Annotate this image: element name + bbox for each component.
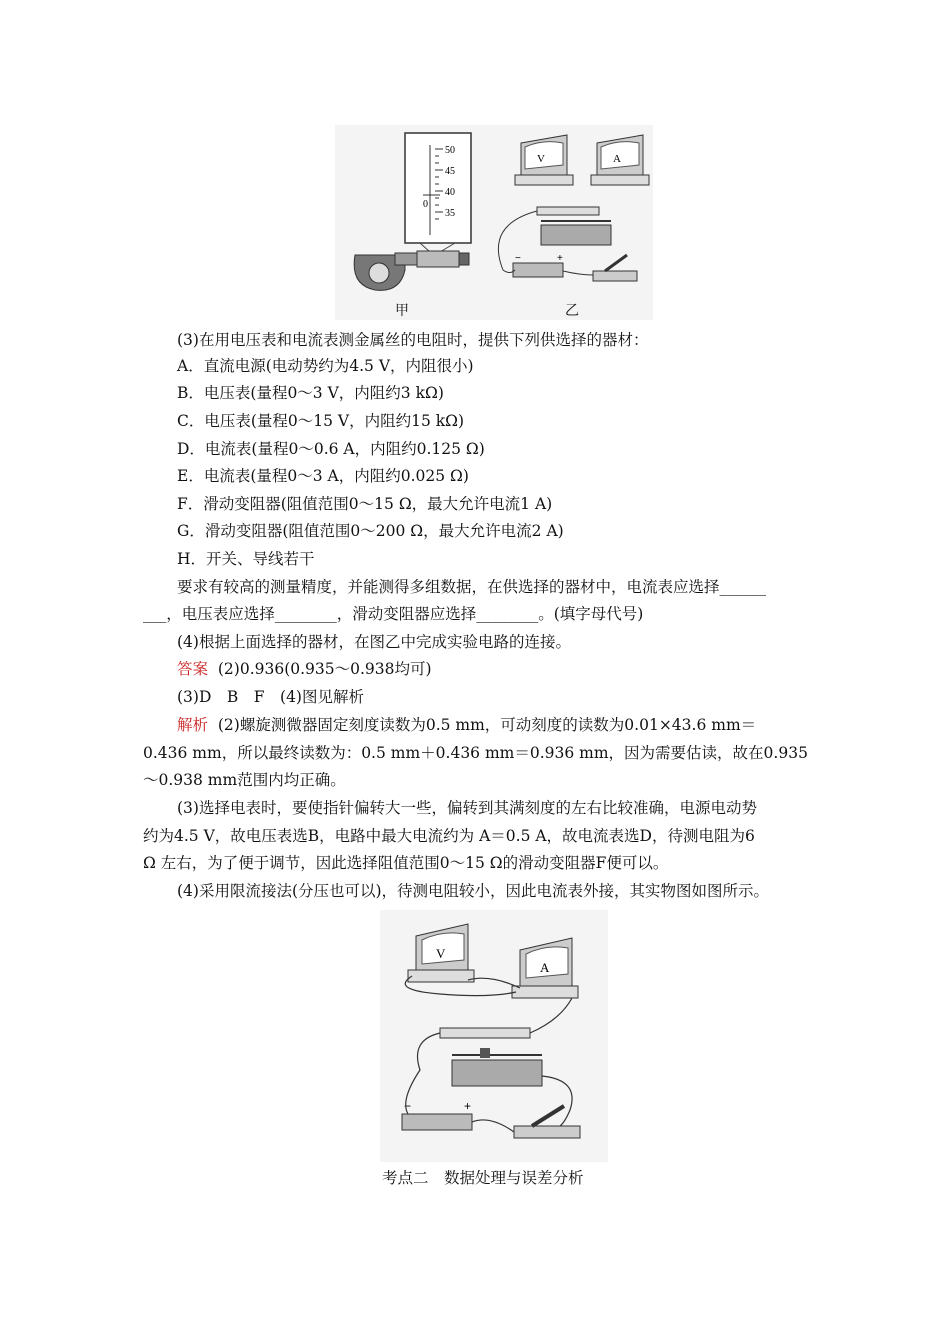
- svg-text:V: V: [436, 946, 446, 961]
- svg-text:V: V: [537, 153, 545, 165]
- svg-text:+: +: [557, 253, 563, 264]
- figure2-svg: [380, 910, 608, 1162]
- option-b: B．电压表(量程0～3 V，内阻约3 kΩ): [177, 384, 444, 402]
- svg-text:−: −: [404, 1099, 412, 1113]
- section-title: 考点二 数据处理与误差分析: [382, 1169, 584, 1187]
- figure-circuit-solution: [380, 910, 608, 1162]
- option-h: H．开关、导线若干: [177, 550, 315, 568]
- metal-wire-board: [440, 1028, 530, 1038]
- analysis-p1-line3: ～0.938 mm范围内均正确。: [143, 771, 346, 789]
- answer-label: 答案: [177, 660, 209, 678]
- option-e: E．电流表(量程0～3 A，内阻约0.025 Ω): [177, 467, 469, 485]
- svg-text:+: +: [464, 1099, 472, 1113]
- analysis-p1-line1: (2)螺旋测微器固定刻度读数为0.5 mm，可动刻度的读数为0.01×43.6 mm＝: [217, 716, 757, 734]
- analysis-p2-line2: 约为4.5 V，故电压表选B，电路中最大电流约为 A＝0.5 A，故电流表选D，待测电阻为6: [143, 827, 755, 845]
- option-a: A．直流电源(电动势约为4.5 V，内阻很小): [177, 357, 474, 375]
- option-d: D．电流表(量程0～0.6 A，内阻约0.125 Ω): [177, 440, 485, 458]
- voltmeter-icon: [515, 135, 573, 185]
- option-c: C．电压表(量程0～15 V，内阻约15 kΩ): [177, 412, 465, 430]
- option-g: G．滑动变阻器(阻值范围0～200 Ω，最大允许电流2 A): [177, 522, 564, 540]
- requirement-line-1: 要求有较高的测量精度，并能测得多组数据，在供选择的器材中，电流表应选择______: [177, 578, 767, 596]
- scale-35: 35: [445, 208, 455, 219]
- analysis-label: 解析: [177, 716, 209, 734]
- figure1-svg: [335, 125, 653, 320]
- figure1-label-left: 甲: [395, 303, 409, 319]
- figure1-label-right: 乙: [565, 303, 579, 319]
- requirement-line-2: ___，电压表应选择________，滑动变阻器应选择________。(填字母代号): [143, 605, 644, 623]
- option-f: F．滑动变阻器(阻值范围0～15 Ω，最大允许电流1 A): [177, 495, 553, 513]
- analysis-p3: (4)采用限流接法(分压也可以)，待测电阻较小，因此电流表外接，其实物图如图所示。: [177, 882, 770, 900]
- ammeter-icon: [591, 135, 649, 185]
- analysis-p2-line3: Ω 左右，为了便于调节，因此选择阻值范围0～15 Ω的滑动变阻器F便可以。: [143, 854, 669, 872]
- scale-50: 50: [445, 145, 455, 156]
- scale-45: 45: [445, 166, 455, 177]
- figure-micrometer-and-circuit: [335, 125, 653, 320]
- analysis-p2-line1: (3)选择电表时，要使指针偏转大一些，偏转到其满刻度的左右比较准确，电源电动势: [177, 799, 757, 817]
- svg-text:A: A: [613, 153, 621, 165]
- answer-line-1: (2)0.936(0.935～0.938均可): [217, 660, 432, 678]
- svg-text:A: A: [540, 960, 550, 975]
- answer-line-2: (3)D B F (4)图见解析: [177, 688, 364, 706]
- svg-text:−: −: [515, 253, 521, 264]
- q4-text: (4)根据上面选择的器材，在图乙中完成实验电路的连接。: [177, 633, 571, 651]
- q3-intro: (3)在用电压表和电流表测金属丝的电阻时，提供下列供选择的器材：: [177, 331, 649, 349]
- scale-40: 40: [445, 187, 455, 198]
- scale-0: 0: [423, 199, 428, 210]
- analysis-p1-line2: 0.436 mm，所以最终读数为：0.5 mm＋0.436 mm＝0.936 mm，因为需要估读，故在0.935: [143, 744, 808, 762]
